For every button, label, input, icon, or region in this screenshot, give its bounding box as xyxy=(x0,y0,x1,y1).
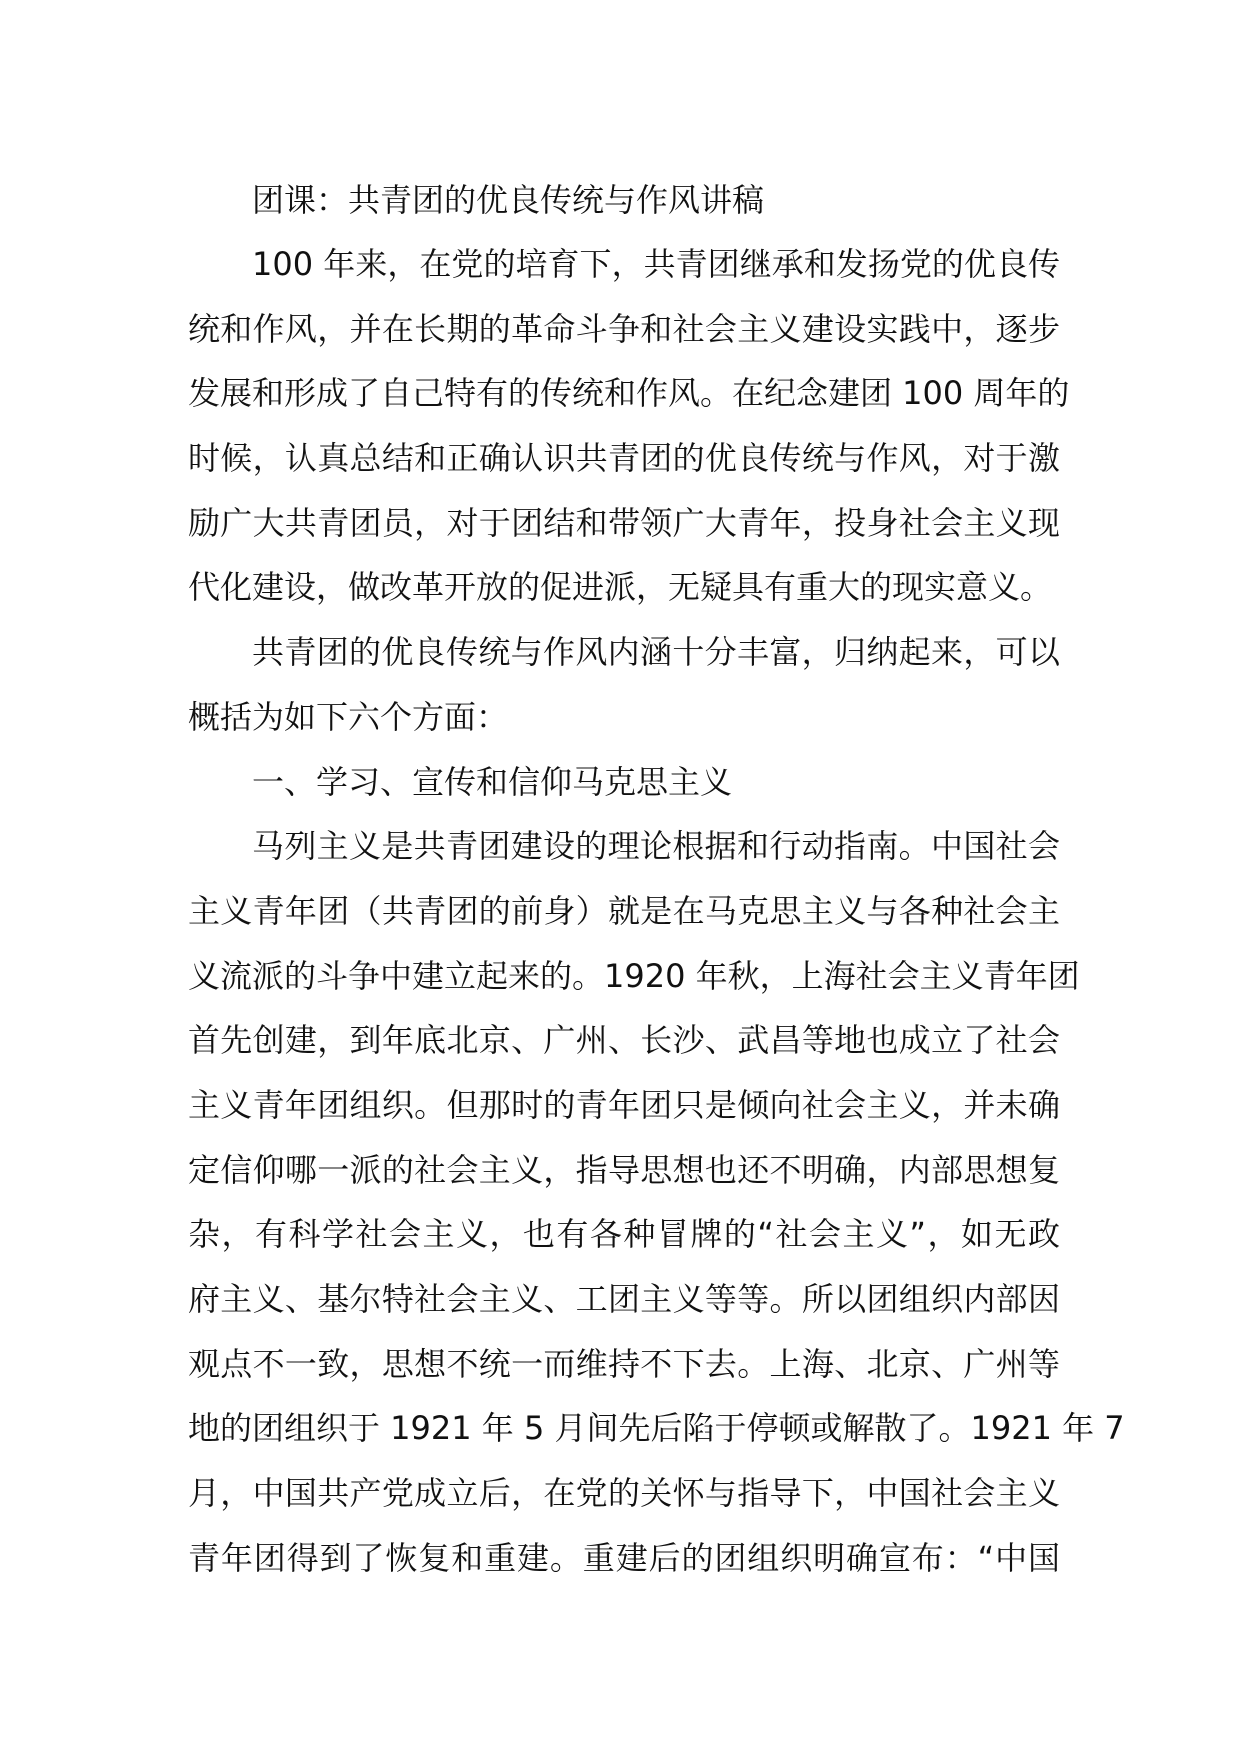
paragraph-line: 代化建设，做改革开放的促进派，无疑具有重大的现实意义。 xyxy=(188,568,1053,607)
paragraph-line: 发展和形成了自己特有的传统和作风。在纪念建团 100 周年的 xyxy=(188,374,1070,413)
paragraph-line: 青年团得到了恢复和重建。重建后的团组织明确宣布：“中国 xyxy=(188,1538,1060,1577)
paragraph-line: 府主义、基尔特社会主义、工团主义等等。所以团组织内部因 xyxy=(188,1280,1060,1318)
paragraph-line: 主义青年团组织。但那时的青年团只是倾向社会主义，并未确 xyxy=(188,1085,1060,1124)
paragraph-line: 首先创建，到年底北京、广州、长沙、武昌等地也成立了社会 xyxy=(188,1021,1060,1060)
paragraph-line: 杂，有科学社会主义，也有各种冒牌的“社会主义”，如无政 xyxy=(188,1215,1060,1254)
section-heading: 一、学习、宣传和信仰马克思主义 xyxy=(252,762,733,801)
paragraph-line: 马列主义是共青团建设的理论根据和行动指南。中国社会 xyxy=(252,827,1060,866)
paragraph-line: 月，中国共产党成立后，在党的关怀与指导下，中国社会主义 xyxy=(188,1474,1060,1513)
paragraph-line: 概括为如下六个方面： xyxy=(188,697,509,736)
paragraph-line: 主义青年团（共青团的前身）就是在马克思主义与各种社会主 xyxy=(188,891,1060,930)
paragraph-line: 共青团的优良传统与作风内涵十分丰富，归纳起来，可以 xyxy=(252,633,1060,672)
paragraph-line: 地的团组织于 1921 年 5 月间先后陷于停顿或解散了。1921 年 7 xyxy=(188,1409,1125,1448)
paragraph-line: 时候，认真总结和正确认识共青团的优良传统与作风，对于激 xyxy=(188,439,1060,478)
paragraph-line: 定信仰哪一派的社会主义，指导思想也还不明确，内部思想复 xyxy=(188,1150,1060,1189)
paragraph-line: 观点不一致，思想不统一而维持不下去。上海、北京、广州等 xyxy=(188,1344,1060,1383)
paragraph-line: 统和作风，并在长期的革命斗争和社会主义建设实践中，逐步 xyxy=(188,309,1060,348)
paragraph-line: 励广大共青团员，对于团结和带领广大青年，投身社会主义现 xyxy=(188,503,1060,542)
paragraph-line: 100 年来，在党的培育下，共青团继承和发扬党的优良传 xyxy=(252,245,1060,283)
document-body xyxy=(188,168,1125,1590)
paragraph-line: 义流派的斗争中建立起来的。1920 年秋，上海社会主义青年团 xyxy=(188,956,1080,995)
document-title: 团课：共青团的优良传统与作风讲稿 xyxy=(252,181,765,219)
